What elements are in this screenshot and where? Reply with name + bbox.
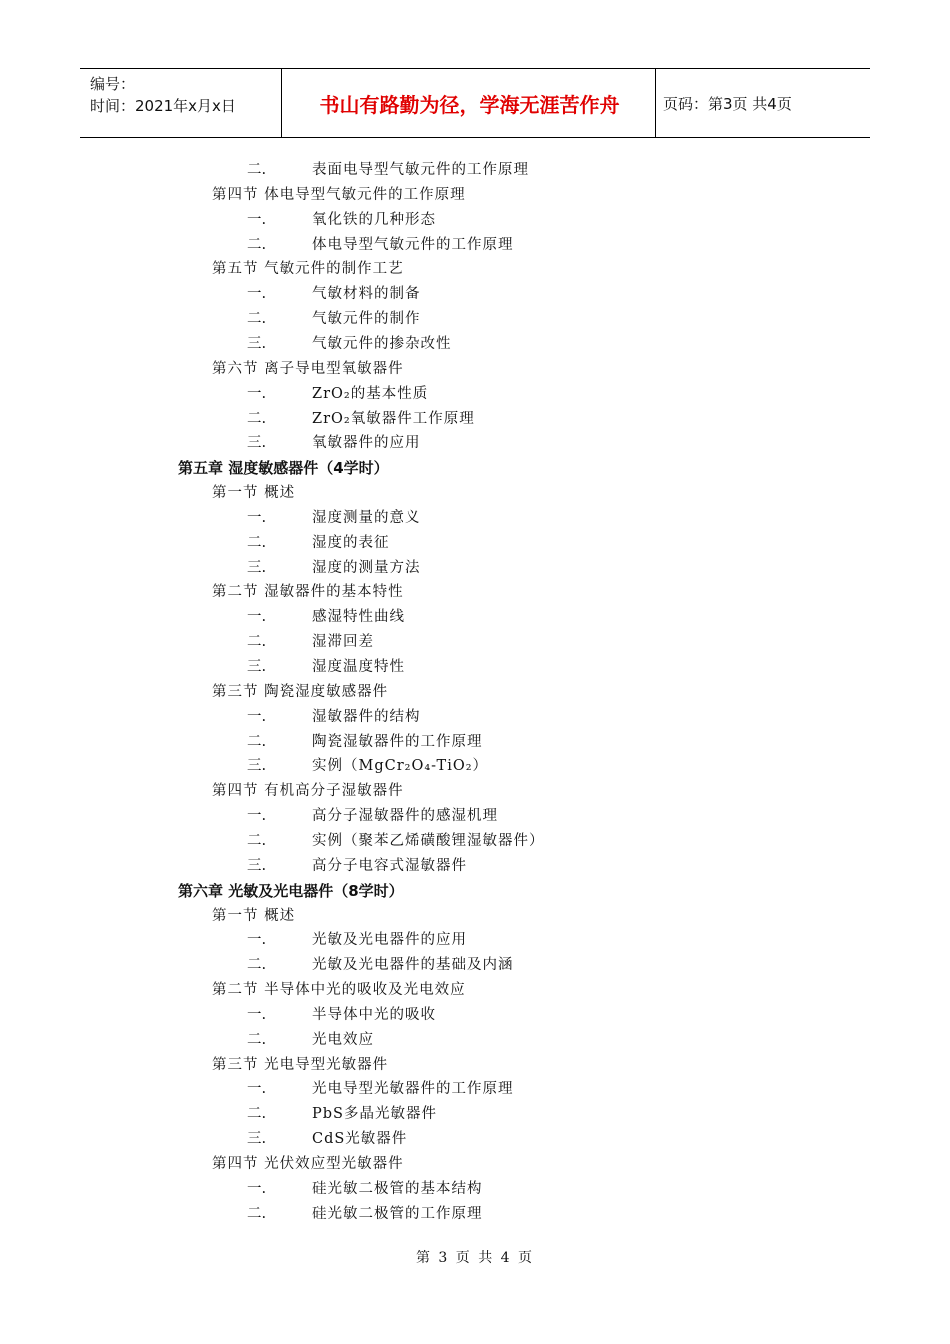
toc-item-number: 一.: [247, 1007, 267, 1023]
toc-item-number: 一.: [247, 1181, 267, 1197]
toc-item-number: 二.: [247, 1206, 267, 1222]
toc-item-number: 二.: [247, 1032, 267, 1048]
toc-item-number: 二.: [247, 734, 267, 750]
toc-item-number: 三.: [247, 758, 267, 774]
toc-item-number: 二.: [247, 634, 267, 650]
section-heading: 第四节 有机高分子湿敏器件: [212, 783, 404, 799]
toc-item-number: 一.: [247, 510, 267, 526]
toc-item-text: 湿度的测量方法: [312, 560, 421, 576]
toc-item-number: 三.: [247, 560, 267, 576]
section-heading: 第二节 半导体中光的吸收及光电效应: [212, 982, 466, 998]
time-label: 时间：2021年x月x日: [90, 97, 236, 115]
toc-item-number: 一.: [247, 212, 267, 228]
toc-item-number: 一.: [247, 1081, 267, 1097]
section-heading: 第六节 离子导电型氧敏器件: [212, 361, 404, 377]
page-header: [80, 68, 870, 138]
toc-item-text: 陶瓷湿敏器件的工作原理: [312, 734, 483, 750]
toc-item-number: 二.: [247, 162, 267, 178]
header-page-info: 页码：第3页 共4页: [663, 95, 792, 113]
toc-item-number: 二.: [247, 311, 267, 327]
toc-item-text: 感湿特性曲线: [312, 609, 405, 625]
section-heading: 第一节 概述: [212, 908, 296, 924]
toc-item-text: 硅光敏二极管的工作原理: [312, 1206, 483, 1222]
toc-item-number: 三.: [247, 1131, 267, 1147]
toc-item-text: 光敏及光电器件的基础及内涵: [312, 957, 514, 973]
page-footer: 第 3 页 共 4 页: [415, 1250, 535, 1266]
toc-item-text: 表面电导型气敏元件的工作原理: [312, 162, 529, 178]
toc-item-text: 高分子电容式湿敏器件: [312, 858, 467, 874]
toc-item-text: 实例（聚苯乙烯磺酸锂湿敏器件）: [312, 833, 545, 849]
toc-item-number: 三.: [247, 659, 267, 675]
toc-item-number: 二.: [247, 535, 267, 551]
section-heading: 第二节 湿敏器件的基本特性: [212, 584, 404, 600]
toc-item-text: 硅光敏二极管的基本结构: [312, 1181, 483, 1197]
toc-item-number: 二.: [247, 411, 267, 427]
toc-item-text: 氧化铁的几种形态: [312, 212, 436, 228]
toc-item-number: 三.: [247, 336, 267, 352]
toc-item-text: 体电导型气敏元件的工作原理: [312, 237, 514, 253]
toc-item-number: 一.: [247, 386, 267, 402]
toc-item-text: 半导体中光的吸收: [312, 1007, 436, 1023]
toc-item-number: 一.: [247, 808, 267, 824]
code-label: 编号：: [90, 75, 136, 93]
toc-item-text: 光敏及光电器件的应用: [312, 932, 467, 948]
toc-item-text: 实例（MgCr₂O₄-TiO₂）: [312, 758, 489, 774]
toc-item-text: CdS光敏器件: [312, 1131, 408, 1147]
toc-item-text: 氧敏器件的应用: [312, 435, 421, 451]
toc-item-number: 三.: [247, 435, 267, 451]
toc-item-text: 湿滞回差: [312, 634, 374, 650]
chapter-heading: 第六章 光敏及光电器件（8学时）: [178, 882, 404, 900]
toc-item-text: 光电效应: [312, 1032, 374, 1048]
toc-item-text: 湿度测量的意义: [312, 510, 421, 526]
toc-item-text: 湿度的表征: [312, 535, 390, 551]
toc-item-number: 一.: [247, 286, 267, 302]
toc-item-text: 光电导型光敏器件的工作原理: [312, 1081, 514, 1097]
header-left: [90, 73, 236, 117]
header-motto: 书山有路勤为径，学海无涯苦作舟: [319, 93, 620, 117]
toc-item-number: 二.: [247, 957, 267, 973]
toc-item-number: 二.: [247, 833, 267, 849]
section-heading: 第四节 体电导型气敏元件的工作原理: [212, 187, 466, 203]
toc-item-number: 二.: [247, 237, 267, 253]
toc-item-number: 三.: [247, 858, 267, 874]
toc-item-text: 气敏元件的掺杂改性: [312, 336, 452, 352]
toc-item-text: PbS多晶光敏器件: [312, 1106, 437, 1122]
section-heading: 第三节 陶瓷湿度敏感器件: [212, 684, 389, 700]
toc-item-number: 一.: [247, 609, 267, 625]
toc-item-text: ZrO₂氧敏器件工作原理: [312, 411, 475, 427]
toc-item-number: 一.: [247, 709, 267, 725]
section-heading: 第三节 光电导型光敏器件: [212, 1057, 389, 1073]
toc-item-text: 湿度温度特性: [312, 659, 405, 675]
toc-item-number: 二.: [247, 1106, 267, 1122]
chapter-heading: 第五章 湿度敏感器件（4学时）: [178, 459, 389, 477]
section-heading: 第四节 光伏效应型光敏器件: [212, 1156, 404, 1172]
toc-item-text: 气敏元件的制作: [312, 311, 421, 327]
section-heading: 第五节 气敏元件的制作工艺: [212, 261, 404, 277]
section-heading: 第一节 概述: [212, 485, 296, 501]
toc-item-text: 气敏材料的制备: [312, 286, 421, 302]
toc-item-text: 湿敏器件的结构: [312, 709, 421, 725]
toc-item-text: 高分子湿敏器件的感湿机理: [312, 808, 498, 824]
toc-item-number: 一.: [247, 932, 267, 948]
toc-item-text: ZrO₂的基本性质: [312, 386, 429, 402]
